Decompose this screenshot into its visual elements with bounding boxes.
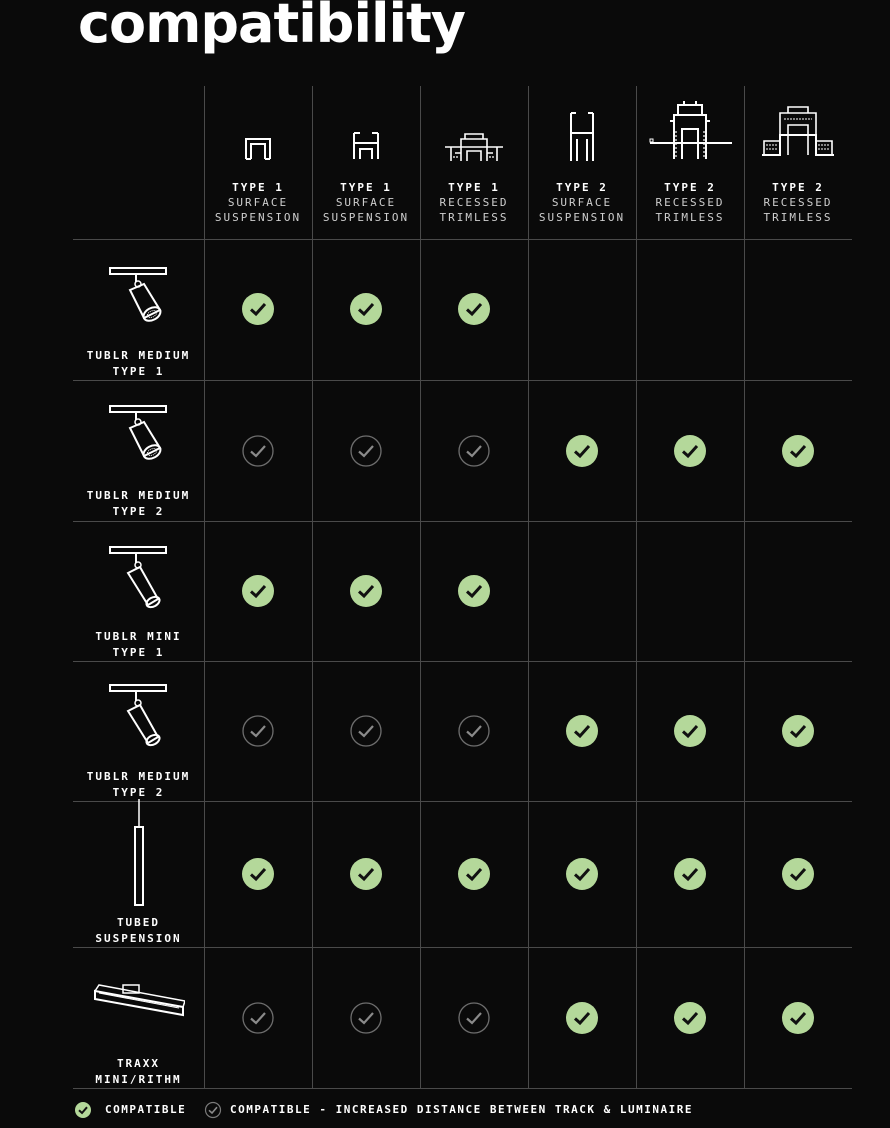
column-header-line1: TYPE 1 bbox=[340, 181, 392, 194]
row-header bbox=[73, 947, 204, 1088]
compatible-check-icon bbox=[241, 857, 275, 891]
row-header bbox=[73, 521, 204, 661]
type2-recessed-track-icon bbox=[636, 101, 744, 161]
row-label-line2: TYPE 1 bbox=[112, 365, 165, 378]
legend-increased-label: COMPATIBLE - INCREASED DISTANCE BETWEEN TRACK & LUMINAIRE bbox=[230, 1103, 693, 1116]
column-header-line1: TYPE 2 bbox=[664, 181, 716, 194]
increased-distance-check-icon bbox=[457, 1001, 491, 1035]
compatible-check-icon bbox=[241, 292, 275, 326]
column-header-line3: TRIMLESS bbox=[763, 211, 833, 224]
grid-column-divider bbox=[528, 86, 529, 1088]
compatible-check-icon bbox=[673, 1001, 707, 1035]
column-header-line3: TRIMLESS bbox=[439, 211, 509, 224]
column-header-line3: SUSPENSION bbox=[538, 211, 626, 224]
column-header-line1: TYPE 2 bbox=[772, 181, 824, 194]
column-header bbox=[312, 95, 420, 235]
page-title: compatibility bbox=[78, 0, 465, 55]
compatible-check-icon bbox=[457, 857, 491, 891]
grid-column-divider bbox=[204, 86, 205, 1088]
type2-surface-track-icon bbox=[528, 109, 636, 163]
compatible-check-icon bbox=[457, 292, 491, 326]
row-header bbox=[73, 380, 204, 521]
compatible-check-icon bbox=[781, 1001, 815, 1035]
type1-surface-track-icon bbox=[204, 133, 312, 163]
column-header-line2: RECESSED bbox=[439, 196, 509, 209]
increased-distance-check-icon bbox=[241, 714, 275, 748]
increased-distance-check-icon bbox=[241, 1001, 275, 1035]
compatible-check-icon bbox=[781, 714, 815, 748]
increased-distance-check-icon bbox=[349, 434, 383, 468]
increased-distance-check-icon bbox=[457, 434, 491, 468]
compatible-check-icon bbox=[565, 434, 599, 468]
column-header bbox=[528, 95, 636, 235]
type1-suspension-track-icon bbox=[312, 129, 420, 163]
compatible-check-icon bbox=[349, 857, 383, 891]
row-label-line2: TYPE 2 bbox=[112, 505, 165, 518]
column-header-line1: TYPE 1 bbox=[448, 181, 500, 194]
compatible-check-icon bbox=[673, 857, 707, 891]
compatible-check-icon bbox=[457, 574, 491, 608]
linear-bar-icon bbox=[73, 977, 204, 1019]
column-header bbox=[204, 95, 312, 235]
compatible-check-icon bbox=[349, 574, 383, 608]
legend-compatible-label: COMPATIBLE bbox=[105, 1103, 187, 1116]
row-label-line2: TYPE 2 bbox=[112, 786, 165, 799]
compatible-check-icon bbox=[673, 714, 707, 748]
grid-column-divider bbox=[636, 86, 637, 1088]
column-header-line2: RECESSED bbox=[655, 196, 725, 209]
increased-distance-check-icon bbox=[241, 434, 275, 468]
column-header-line2: SURFACE bbox=[335, 196, 397, 209]
column-header bbox=[420, 95, 528, 235]
spotlight-mini-icon bbox=[73, 683, 204, 747]
grid-column-divider bbox=[420, 86, 421, 1088]
column-header-line2: SURFACE bbox=[227, 196, 289, 209]
grid-column-divider bbox=[744, 86, 745, 1088]
column-header-line3: SUSPENSION bbox=[322, 211, 410, 224]
row-label-line1: TUBLR MEDIUM bbox=[86, 349, 191, 362]
spotlight-mini-icon bbox=[73, 545, 204, 609]
compatible-check-icon bbox=[349, 292, 383, 326]
compatible-check-icon bbox=[565, 1001, 599, 1035]
pendant-tube-icon bbox=[73, 799, 204, 909]
increased-distance-check-icon bbox=[457, 714, 491, 748]
compatible-check-icon bbox=[74, 1101, 92, 1119]
compatible-check-icon bbox=[781, 857, 815, 891]
compatible-check-icon bbox=[565, 714, 599, 748]
grid-column-divider bbox=[312, 86, 313, 1088]
increased-distance-check-icon bbox=[349, 1001, 383, 1035]
increased-distance-check-icon bbox=[204, 1101, 222, 1119]
row-label-line1: TUBED bbox=[116, 916, 161, 929]
row-header bbox=[73, 801, 204, 947]
spotlight-medium-icon bbox=[73, 404, 204, 460]
spotlight-medium-icon bbox=[73, 266, 204, 322]
row-label-line1: TUBLR MEDIUM bbox=[86, 489, 191, 502]
column-header-line2: SURFACE bbox=[551, 196, 613, 209]
type1-recessed-track-icon bbox=[420, 131, 528, 165]
column-header bbox=[744, 95, 852, 235]
compatible-check-icon bbox=[781, 434, 815, 468]
type2-trimless-track-icon bbox=[744, 105, 852, 161]
column-header-line2: RECESSED bbox=[763, 196, 833, 209]
column-header-line1: TYPE 2 bbox=[556, 181, 608, 194]
column-header bbox=[636, 95, 744, 235]
column-header-line3: TRIMLESS bbox=[655, 211, 725, 224]
compatible-check-icon bbox=[241, 574, 275, 608]
row-label-line2: MINI/RITHM bbox=[95, 1073, 182, 1086]
row-label-line1: TUBLR MINI bbox=[95, 630, 182, 643]
row-label-line1: TRAXX bbox=[116, 1057, 161, 1070]
compatible-check-icon bbox=[565, 857, 599, 891]
column-header-line3: SUSPENSION bbox=[214, 211, 302, 224]
row-header bbox=[73, 240, 204, 380]
grid-row-divider bbox=[73, 1088, 852, 1089]
row-label-line2: TYPE 1 bbox=[112, 646, 165, 659]
compatible-check-icon bbox=[673, 434, 707, 468]
row-label-line1: TUBLR MEDIUM bbox=[86, 770, 191, 783]
row-label-line2: SUSPENSION bbox=[95, 932, 182, 945]
row-header bbox=[73, 661, 204, 801]
increased-distance-check-icon bbox=[349, 714, 383, 748]
column-header-line1: TYPE 1 bbox=[232, 181, 284, 194]
